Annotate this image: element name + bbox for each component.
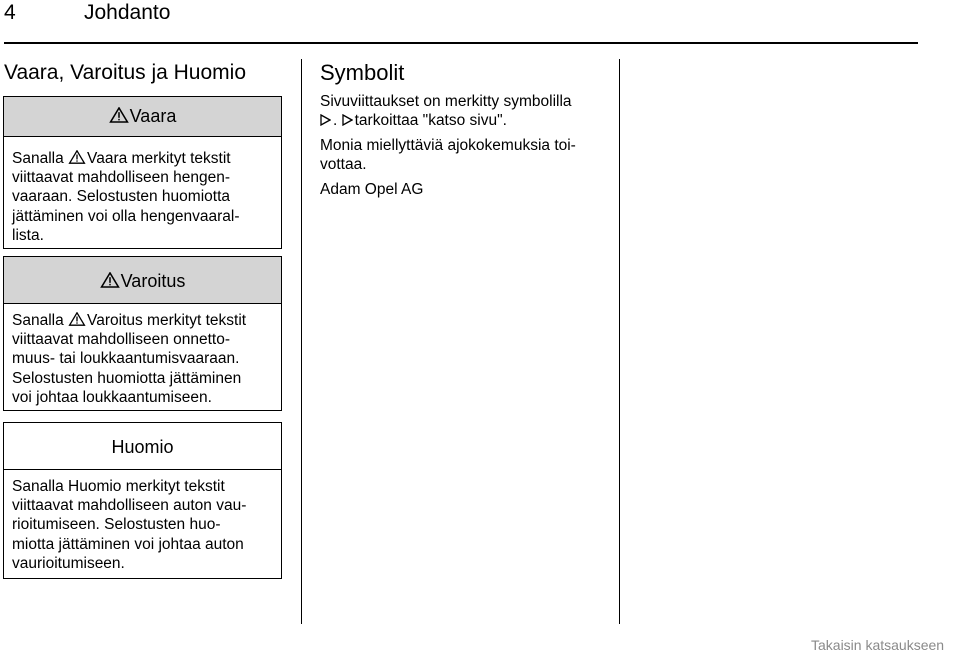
wishes-text-line2: vottaa. [320, 156, 367, 173]
danger-box-header [4, 97, 281, 137]
caution-body-prefix: Sanalla [12, 478, 69, 495]
caution-body-text: viittaavat mahdolliseen auton vau- rioitumiseen. Selostusten huo- miotta jättäminen voi johtaa auton vaurioitumiseen. [12, 497, 247, 572]
back-to-overview-link[interactable]: Takaisin katsaukseen [811, 637, 945, 653]
symbols-text-line2 [320, 111, 507, 130]
danger-keyword: Vaara [87, 150, 128, 167]
warning-triangle-icon [100, 272, 120, 288]
chapter-title: Johdanto [84, 1, 171, 24]
danger-box [3, 96, 282, 249]
symbols-sep: . [333, 112, 342, 129]
danger-box-title: Vaara [129, 106, 177, 126]
caution-box-body [4, 470, 281, 573]
page-reference-arrow-icon [320, 114, 331, 126]
caution-keyword: Huomio [68, 478, 122, 495]
caution-box [3, 422, 282, 579]
company-name: Adam Opel AG [320, 181, 424, 198]
column-divider-right [619, 59, 620, 624]
danger-body-text: viittaavat mahdolliseen hengen- vaaraan. Selostusten huomiotta jättäminen voi olla hengenvaaral- lista. [12, 169, 240, 244]
warning-box-header [4, 257, 281, 304]
warning-body-line1: merkityt tekstit [142, 312, 247, 329]
section-heading: Vaara, Varoitus ja Huomio [4, 61, 247, 84]
header-divider [4, 42, 918, 44]
caution-box-header [4, 423, 281, 470]
symbols-heading: Symbolit [320, 60, 405, 85]
danger-body-prefix: Sanalla [12, 150, 69, 167]
wishes-text-line1: Monia miellyttäviä ajokokemuksia toi- [320, 137, 576, 154]
caution-body-line1: merkityt tekstit [121, 478, 225, 495]
caution-box-title: Huomio [111, 437, 174, 457]
warning-box-body [4, 304, 281, 407]
warning-triangle-icon [109, 107, 129, 123]
danger-body-line1: merkityt tekstit [127, 150, 231, 167]
warning-body-prefix: Sanalla [12, 312, 69, 329]
warning-box [3, 256, 282, 411]
warning-triangle-icon [68, 312, 86, 326]
symbols-explanation: tarkoittaa "katso sivu". [354, 112, 507, 129]
warning-body-text: viittaavat mahdolliseen onnetto- muus- tai loukkaantumisvaaraan. Selostusten huomiotta jättäminen voi johtaa loukkaantumiseen. [12, 331, 242, 406]
warning-keyword: Varoitus [87, 312, 143, 329]
page-number: 4 [4, 1, 16, 24]
page-reference-arrow-icon [342, 114, 353, 126]
danger-box-body [4, 137, 281, 245]
warning-box-title: Varoitus [120, 271, 186, 291]
column-divider-left [301, 59, 302, 624]
symbols-text-line1: Sivuviittaukset on merkitty symbolilla [320, 93, 572, 110]
warning-triangle-icon [68, 150, 86, 164]
